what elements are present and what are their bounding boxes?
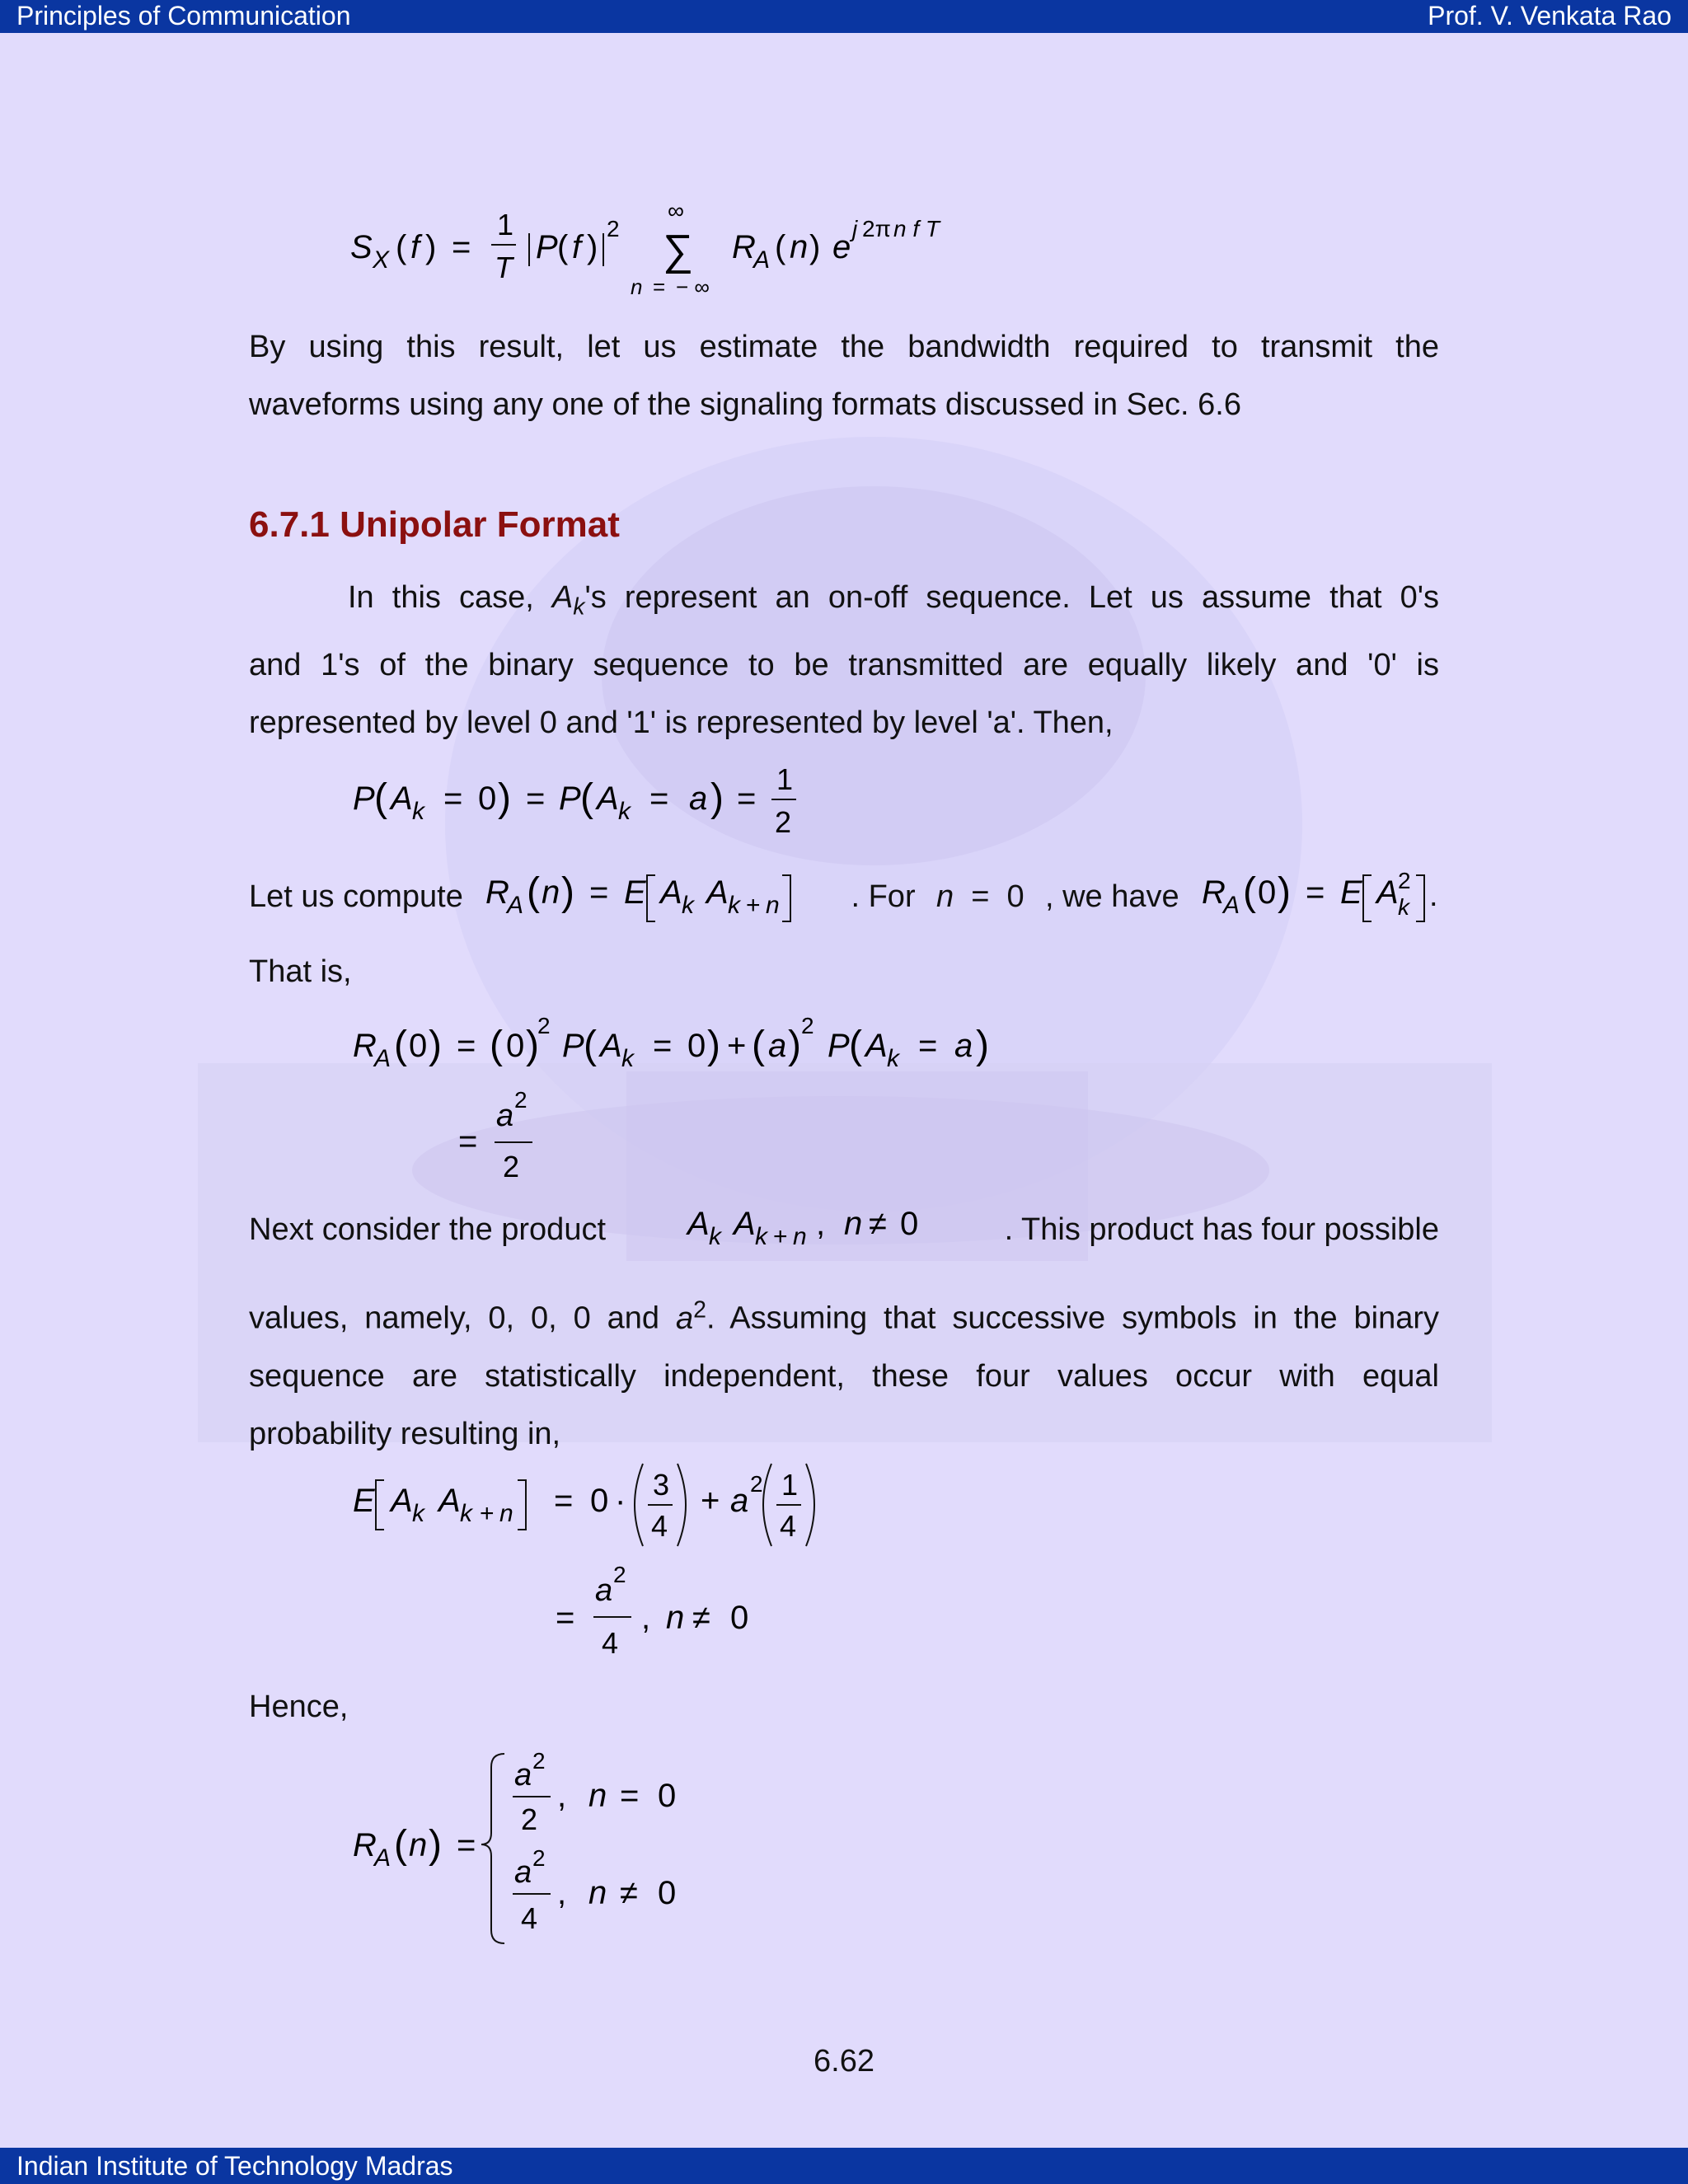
svg-text:2: 2	[750, 1471, 763, 1497]
svg-text:E: E	[624, 874, 646, 911]
svg-text:∞: ∞	[668, 202, 684, 223]
svg-text:a: a	[730, 1483, 749, 1519]
svg-text:k: k	[618, 798, 631, 825]
svg-text:k: k	[621, 1045, 634, 1072]
svg-text:=: =	[443, 780, 463, 817]
svg-text:=: =	[649, 780, 669, 817]
svg-text:2: 2	[503, 1150, 520, 1183]
svg-text:n: n	[631, 274, 643, 299]
svg-text:j: j	[852, 216, 858, 241]
svg-text:4: 4	[602, 1626, 619, 1660]
svg-text:=: =	[556, 1600, 575, 1636]
paragraph-product	[249, 1197, 1439, 1263]
svg-text:3: 3	[653, 1468, 670, 1502]
svg-text:1: 1	[776, 762, 794, 796]
svg-text:(: (	[394, 1823, 407, 1867]
institute-name: Indian Institute of Technology Madras	[16, 2151, 453, 2181]
equation-expectation	[346, 1459, 874, 1681]
svg-text:): )	[561, 870, 575, 914]
text-line	[249, 1281, 1439, 1347]
text-fragment: Let us compute	[249, 879, 463, 914]
text-line: probability resulting in,	[249, 1416, 561, 1451]
svg-text:A: A	[753, 246, 771, 274]
svg-text:R: R	[485, 874, 510, 911]
svg-text:n: n	[792, 1223, 807, 1250]
svg-text:=: =	[653, 1028, 673, 1064]
svg-text:=: =	[653, 274, 666, 299]
svg-text:A: A	[391, 1483, 413, 1519]
paragraph-that-is	[249, 943, 1439, 1001]
page-header	[0, 0, 1688, 33]
svg-text:0: 0	[730, 1600, 749, 1636]
svg-text:k: k	[460, 1500, 472, 1527]
svg-text:0: 0	[590, 1483, 609, 1519]
svg-text:0: 0	[478, 780, 497, 817]
text-fragment: Next consider the product	[249, 1212, 607, 1247]
text-fragment: , we have	[1044, 879, 1179, 914]
svg-text:a: a	[689, 780, 708, 817]
svg-text:A: A	[706, 874, 729, 911]
svg-text:n: n	[499, 1500, 513, 1527]
svg-text:(: (	[394, 1024, 407, 1067]
svg-text:): )	[526, 1024, 539, 1067]
svg-text:,: ,	[815, 1206, 825, 1242]
math-inline-n-zero: n = 0	[935, 879, 1025, 914]
svg-text:=: =	[589, 874, 609, 911]
svg-text:=: =	[457, 1827, 476, 1863]
svg-text:P: P	[559, 780, 581, 817]
svg-text:A: A	[600, 1028, 622, 1064]
svg-text:R: R	[1201, 874, 1226, 911]
text-fragment: .	[1429, 879, 1438, 913]
svg-text:n: n	[790, 229, 809, 265]
svg-text:k: k	[708, 1223, 721, 1250]
svg-text:2: 2	[521, 1802, 538, 1836]
svg-text:+: +	[701, 1483, 720, 1519]
svg-text:A: A	[865, 1028, 888, 1064]
svg-text:4: 4	[651, 1509, 668, 1543]
svg-text:=: =	[620, 1778, 640, 1814]
paragraph-bandwidth-intro	[249, 318, 1439, 434]
svg-text:a: a	[514, 1758, 532, 1793]
svg-text:0: 0	[658, 1778, 677, 1814]
equation-psd	[346, 202, 973, 317]
course-title: Principles of Communication	[16, 1, 351, 30]
svg-text:S: S	[350, 229, 373, 265]
svg-text:+: +	[480, 1500, 495, 1527]
text-fragment: . For	[851, 879, 916, 914]
svg-text:n f T: n f T	[893, 216, 940, 241]
svg-text:X: X	[373, 246, 390, 274]
svg-text:(: (	[584, 1024, 597, 1067]
svg-text:k: k	[754, 1223, 767, 1250]
svg-text:A: A	[687, 1206, 710, 1242]
svg-text:(: (	[580, 776, 593, 820]
svg-text:n: n	[409, 1827, 428, 1863]
text-line: and 1's of the binary sequence to be transmitted are equally likely and '0' is	[249, 647, 1439, 682]
svg-text:A: A	[374, 1045, 392, 1072]
svg-text:=: =	[526, 780, 546, 817]
text-line: By using this result, let us estimate the bandwidth required to transmit the	[249, 330, 1439, 364]
svg-text:k: k	[682, 892, 695, 919]
svg-text:A: A	[733, 1206, 756, 1242]
svg-text:(: (	[490, 1024, 503, 1067]
text-fragment: values, namely, 0, 0, 0 and	[249, 1301, 660, 1336]
text-fragment: In this case,	[348, 580, 534, 615]
svg-text:n: n	[588, 1875, 607, 1911]
svg-text:f: f	[410, 229, 420, 265]
svg-text:A: A	[438, 1483, 461, 1519]
author-name: Prof. V. Venkata Rao	[1428, 1, 1672, 30]
svg-text:2: 2	[514, 1087, 528, 1113]
svg-text:,: ,	[557, 1778, 567, 1814]
svg-text:(: (	[775, 229, 786, 265]
equation-probability	[346, 758, 841, 857]
svg-text:=: =	[458, 1123, 478, 1160]
svg-text:=: =	[457, 1028, 476, 1064]
svg-text:): )	[788, 1024, 801, 1067]
svg-text:=: =	[1305, 874, 1325, 911]
svg-text:k: k	[1397, 894, 1409, 920]
svg-text:k: k	[728, 892, 741, 919]
svg-text:P: P	[828, 1028, 850, 1064]
svg-text:R: R	[732, 229, 756, 265]
svg-text:P: P	[536, 229, 558, 265]
svg-text:∑: ∑	[663, 227, 694, 274]
svg-text:A: A	[507, 892, 524, 919]
page-number: 6.62	[814, 2044, 874, 2079]
text-line: That is,	[249, 954, 352, 989]
svg-text:a: a	[954, 1028, 973, 1064]
svg-text:A: A	[374, 1844, 392, 1872]
svg-text:=: =	[737, 780, 757, 817]
svg-text:2: 2	[775, 805, 792, 839]
svg-text:f: f	[572, 229, 582, 265]
svg-text:2: 2	[1397, 868, 1411, 893]
svg-text:A: A	[597, 780, 619, 817]
svg-text:2: 2	[537, 1013, 551, 1038]
svg-text:(: (	[752, 1024, 765, 1067]
math-inline-ak: $A_k$	[551, 580, 585, 621]
svg-text:4: 4	[521, 1901, 538, 1935]
math-inline-product	[686, 1197, 925, 1263]
equation-ra-zero	[346, 1007, 1022, 1205]
svg-text:T: T	[495, 251, 513, 284]
svg-text:a: a	[595, 1573, 613, 1608]
svg-text:k: k	[412, 1500, 424, 1527]
svg-text:2: 2	[801, 1013, 814, 1038]
section-heading: 6.7.1 Unipolar Format	[249, 504, 620, 545]
svg-text:E: E	[353, 1483, 375, 1519]
svg-text:≠: ≠	[692, 1600, 710, 1636]
svg-text:2: 2	[607, 216, 620, 241]
svg-text:≠: ≠	[620, 1875, 638, 1911]
page-footer	[0, 2148, 1688, 2184]
paragraph-product-values	[249, 1281, 1439, 1463]
svg-text:): )	[498, 776, 511, 820]
svg-text:0: 0	[658, 1875, 677, 1911]
svg-text:=: =	[918, 1028, 938, 1064]
svg-text:): )	[429, 1823, 442, 1867]
svg-text:n: n	[843, 1206, 863, 1242]
svg-text:=: =	[452, 229, 471, 265]
svg-text:n: n	[542, 874, 560, 911]
svg-text:,: ,	[641, 1600, 651, 1636]
svg-text:0: 0	[1257, 874, 1277, 911]
svg-text:): )	[976, 1024, 989, 1067]
svg-text:(: (	[396, 229, 407, 265]
svg-text:a: a	[514, 1855, 532, 1890]
svg-text:): )	[707, 1024, 720, 1067]
text-line	[249, 569, 1439, 636]
svg-text:− ∞: − ∞	[676, 274, 710, 299]
svg-text:): )	[425, 229, 437, 265]
svg-text:): )	[710, 776, 724, 820]
svg-text:R: R	[353, 1028, 377, 1064]
paragraph-unipolar-description	[249, 569, 1439, 752]
math-inline-a-squared: $a^2$	[675, 1296, 706, 1336]
svg-text:2π: 2π	[862, 216, 891, 241]
svg-text:k: k	[887, 1045, 899, 1072]
svg-text:2: 2	[532, 1845, 546, 1871]
svg-text:n: n	[588, 1778, 607, 1814]
svg-text:0: 0	[899, 1206, 919, 1242]
svg-text:A: A	[1376, 874, 1399, 911]
paragraph-autocorrelation	[249, 864, 1439, 930]
svg-text:+: +	[746, 892, 761, 919]
text-fragment: . Assuming that successive symbols in the binary	[706, 1301, 1440, 1336]
text-fragment: . This product has four possible	[1004, 1212, 1439, 1247]
svg-text:·: ·	[615, 1483, 626, 1519]
svg-text:a: a	[496, 1099, 514, 1133]
svg-text:e: e	[832, 229, 851, 265]
svg-text:n: n	[766, 892, 780, 919]
svg-text:R: R	[353, 1827, 377, 1863]
svg-text:(: (	[527, 870, 541, 914]
svg-text:n: n	[666, 1600, 685, 1636]
equation-piecewise-ra	[346, 1747, 725, 1953]
paragraph-hence	[249, 1678, 1439, 1736]
svg-text:): )	[809, 229, 821, 265]
math-inline-ra-def	[484, 864, 830, 930]
svg-text:2: 2	[532, 1748, 546, 1774]
svg-text:): )	[1277, 870, 1291, 914]
text-line: waveforms using any one of the signaling formats discussed in Sec. 6.6	[249, 387, 1241, 422]
svg-text:P: P	[562, 1028, 584, 1064]
svg-text:+: +	[772, 1223, 788, 1250]
text-line: sequence are statistically independent, these four values occur with equal	[249, 1358, 1439, 1394]
svg-text:): )	[429, 1024, 442, 1067]
svg-text:(: (	[557, 229, 569, 265]
text-line: Hence,	[249, 1690, 349, 1724]
svg-text:0: 0	[687, 1028, 706, 1064]
svg-text:≠: ≠	[868, 1206, 887, 1242]
svg-text:0: 0	[506, 1028, 525, 1064]
svg-text:0: 0	[409, 1028, 428, 1064]
text-line: represented by level 0 and '1' is represented by level 'a'. Then,	[249, 705, 1114, 740]
svg-text:(: (	[849, 1024, 862, 1067]
svg-text:(: (	[1242, 870, 1256, 914]
svg-text:(: (	[374, 776, 387, 820]
svg-text:,: ,	[557, 1875, 567, 1911]
svg-text:2: 2	[613, 1562, 626, 1587]
text-fragment: 's represent an on-off sequence. Let us assume that 0's	[584, 580, 1439, 615]
svg-text:+: +	[727, 1028, 747, 1064]
svg-text:k: k	[412, 798, 424, 825]
svg-text:=: =	[554, 1483, 574, 1519]
svg-text:A: A	[1222, 892, 1240, 919]
svg-text:P: P	[353, 780, 375, 817]
svg-text:E: E	[1339, 874, 1362, 911]
svg-text:4: 4	[780, 1509, 797, 1543]
svg-text:1: 1	[497, 208, 514, 241]
svg-text:A: A	[391, 780, 413, 817]
svg-text:): )	[587, 229, 598, 265]
svg-text:A: A	[660, 874, 682, 911]
svg-text:a: a	[768, 1028, 787, 1064]
math-inline-ra-zero	[1200, 864, 1439, 930]
svg-text:1: 1	[781, 1468, 799, 1502]
